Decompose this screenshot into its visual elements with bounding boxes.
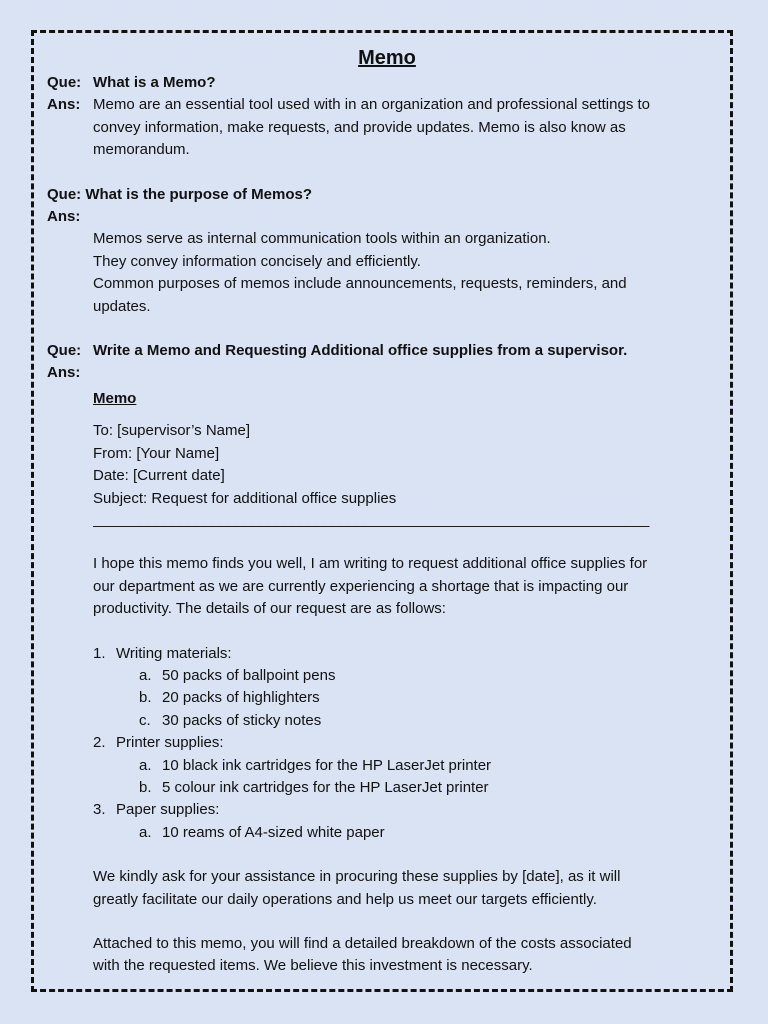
list-number: 3. xyxy=(93,801,106,819)
question-2 xyxy=(47,184,727,206)
memo-heading: Memo xyxy=(93,389,137,407)
answer-line: Memos serve as internal communication tools within an organization. xyxy=(93,230,551,248)
question-label: Que: xyxy=(47,74,82,91)
memo-line: productivity. The details of our request are as follows: xyxy=(93,600,446,618)
sub-letter: a. xyxy=(139,756,152,774)
sub-list-item xyxy=(93,822,727,844)
answer-3-label-row xyxy=(47,362,727,384)
memo-intro xyxy=(93,553,727,620)
question-label: Que: xyxy=(47,185,82,203)
question-text: Write a Memo and Requesting Additional office supplies from a supervisor. xyxy=(93,342,628,360)
document-body xyxy=(47,44,727,978)
list-item-label: Writing materials: xyxy=(116,644,232,662)
answer-line: They convey information concisely and efficiently. xyxy=(93,252,421,270)
sub-text: 50 packs of ballpoint pens xyxy=(162,666,336,684)
question-3 xyxy=(47,340,727,362)
memo-line: our department as we are currently experiencing a shortage that is impacting our xyxy=(93,577,629,595)
sub-text: 30 packs of sticky notes xyxy=(162,711,322,729)
answer-label: Ans: xyxy=(47,364,81,382)
list-item xyxy=(93,799,727,821)
memo-block xyxy=(47,388,727,978)
memo-line: Attached to this memo, you will find a detailed breakdown of the costs associated xyxy=(93,935,632,952)
memo-closing-2 xyxy=(93,933,727,978)
page-title: Memo xyxy=(358,47,416,69)
sub-text: 10 reams of A4-sized white paper xyxy=(162,823,385,841)
sub-list-item xyxy=(93,665,727,687)
question-text: What is the purpose of Memos? xyxy=(85,185,313,203)
sub-letter: b. xyxy=(139,778,152,796)
list-item-label: Printer supplies: xyxy=(116,734,224,752)
memo-divider: ______________________________________________________________________ xyxy=(93,510,649,528)
question-1 xyxy=(47,72,727,94)
sub-letter: a. xyxy=(139,823,152,841)
memo-to: To: [supervisor’s Name] xyxy=(93,422,251,440)
answer-label: Ans: xyxy=(47,96,81,114)
answer-2 xyxy=(47,228,727,318)
answer-line: updates. xyxy=(93,297,151,315)
answer-line: convey information, make requests, and provide updates. Memo is also know as xyxy=(93,118,626,136)
sub-text: 20 packs of highlighters xyxy=(162,689,320,707)
list-number: 1. xyxy=(93,644,106,662)
memo-subject: Subject: Request for additional office supplies xyxy=(93,489,397,507)
sub-list-item xyxy=(93,755,727,777)
memo-line: with the requested items. We believe this investment is necessary. xyxy=(93,957,533,975)
memo-closing-1 xyxy=(93,866,727,911)
answer-line: Common purposes of memos include announcements, requests, reminders, and xyxy=(93,275,627,293)
memo-from: From: [Your Name] xyxy=(93,444,220,462)
memo-line: We kindly ask for your assistance in procuring these supplies by [date], as it will xyxy=(93,868,621,886)
list-number: 2. xyxy=(93,734,106,752)
memo-line: greatly facilitate our daily operations and help us meet our targets efficiently. xyxy=(93,890,597,908)
answer-1 xyxy=(47,94,727,161)
sub-list-item xyxy=(93,687,727,709)
sub-letter: a. xyxy=(139,666,152,684)
question-label: Que: xyxy=(47,342,82,360)
sub-letter: b. xyxy=(139,689,152,707)
answer-2-label-row xyxy=(47,206,727,228)
list-item xyxy=(93,643,727,665)
memo-date: Date: [Current date] xyxy=(93,467,225,485)
list-item xyxy=(93,732,727,754)
sub-list-item xyxy=(93,777,727,799)
sub-text: 10 black ink cartridges for the HP LaserJet printer xyxy=(162,756,492,774)
supply-list xyxy=(93,643,727,845)
question-text: What is a Memo? xyxy=(93,74,216,91)
answer-label: Ans: xyxy=(47,208,81,226)
answer-line: Memo are an essential tool used with in an organization and professional settings to xyxy=(93,96,650,114)
answer-text xyxy=(93,94,727,161)
sub-letter: c. xyxy=(139,711,151,729)
list-item-label: Paper supplies: xyxy=(116,801,220,819)
sub-text: 5 colour ink cartridges for the HP LaserJet printer xyxy=(162,778,489,796)
answer-line: memorandum. xyxy=(93,141,190,159)
memo-line: I hope this memo finds you well, I am writing to request additional office supplies for xyxy=(93,555,648,573)
sub-list-item xyxy=(93,710,727,732)
